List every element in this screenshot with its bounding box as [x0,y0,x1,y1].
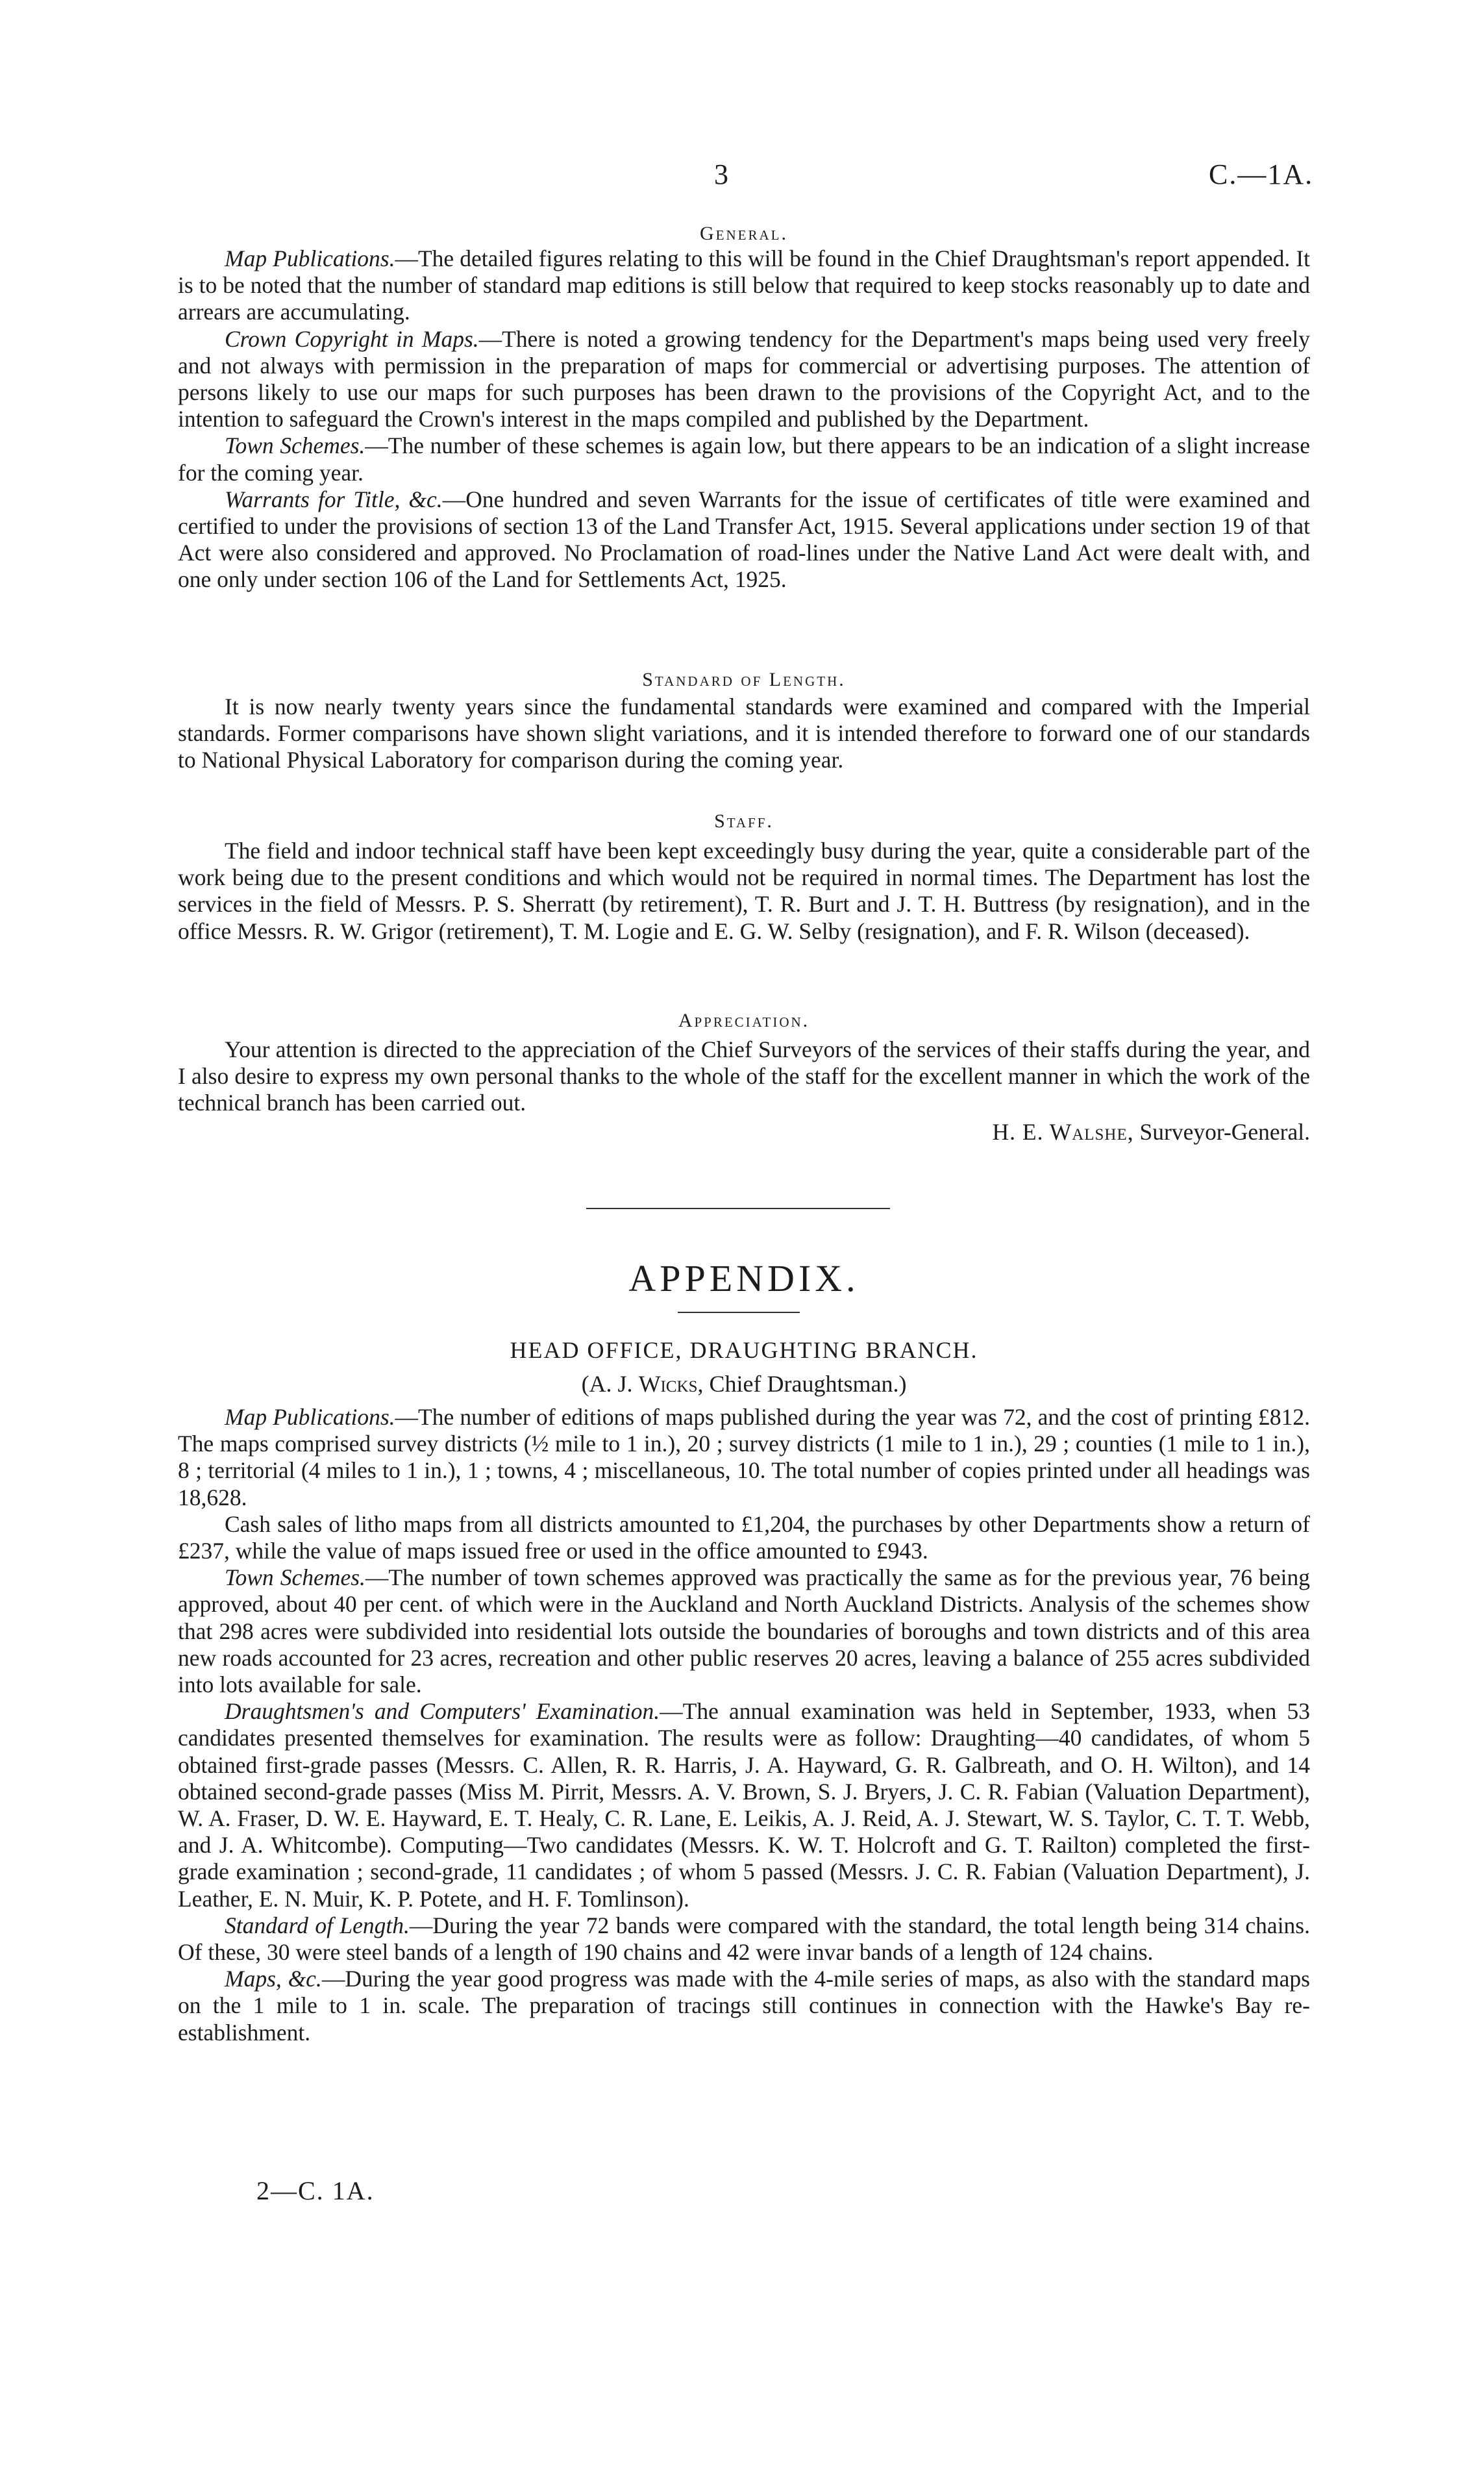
paragraph [178,486,1310,594]
paragraph-lead: Standard of Length. [225,1912,410,1938]
paragraph-text: —There is noted a growing tendency for the Department's maps being used very freely and not always with permission in the preparation of maps for commercial or advertising purposes. The attention of persons likely to use our maps for such purposes has been drawn to the provisions of the Copyright Act, and to the intention to safeguard the Crown's interest in the maps compiled and published by the Department. [178,325,1310,432]
paragraph-text: —One hundred and seven Warrants for the issue of certificates of title were examined and certified to under the provisions of section 13 of the Land Transfer Act, 1915. Several applications under section 19 of that Act were also considered and approved. No Proclamation of road-lines under the Native Land Act were dealt with, and one only under section 106 of the Land for Settlements Act, 1925. [178,486,1310,593]
paragraph [178,1698,1310,1912]
appreciation-section [178,1036,1310,1117]
paragraph-lead: Crown Copyright in Maps. [225,325,479,352]
paragraph [178,432,1310,486]
signature-name: H. E. Walshe, [992,1119,1134,1145]
paragraph-text: mile to 1 in.), 20 ; survey districts (1 mile to 1 in.), 29 ; counties (1 mile to 1 in.), 8 ; territorial (4 miles to 1 in.), 1 ; towns, 4 ; miscellaneous, 10. The total number of copies printed under all headings was 18,628. [178,1431,1310,1510]
appendix-title: APPENDIX. [628,1257,859,1299]
paragraph [178,326,1310,433]
paragraph-lead: Draughtsmen's and Computers' Examination. [225,1698,660,1725]
office-subheading [178,1370,1310,1397]
paragraph: Cash sales of litho maps from all districts amounted to £1,204, the purchases by other Departments show a return of £237, while the value of maps issued free or used in the office amounted to £943. [178,1510,1310,1564]
paragraph [178,1564,1310,1698]
paragraph: It is now nearly twenty years since the fundamental standards were examined and compared with the Imperial standards. Former comparisons have shown slight variations, and it is intended therefore to forward one of our standards to National Physical Laboratory for comparison during the coming year. [178,694,1310,773]
paragraph-text: —During the year good progress was made with the 4-mile series of maps, as also with the standard maps on the 1 mile to 1 in. scale. The preparation of tracings still continues in connection with the Hawke's Bay re-establishment. [178,1966,1310,2046]
paragraph [178,1404,1310,1511]
title-underline [678,1312,800,1313]
section-heading-general: General. [700,223,788,244]
staff-section [178,838,1310,945]
document-reference: C.—1A. [1209,158,1314,190]
fraction: ½ [531,1431,549,1457]
standard-of-length-section [178,694,1310,774]
paragraph-lead: Town Schemes. [225,432,365,459]
paragraph [178,245,1310,326]
paragraph-lead: Town Schemes. [225,1564,365,1591]
section-heading-staff: Staff. [714,810,774,832]
paragraph-lead: Maps, &c. [225,1966,322,1992]
office-sub-open: (A. J. [581,1371,639,1397]
page-number: 3 [714,158,728,190]
appendix-body [178,1404,1310,2046]
paragraph-lead: Map Publications. [225,245,395,271]
signature-title: Surveyor-General. [1139,1119,1310,1145]
section-heading-standard-of-length: Standard of Length. [642,669,846,690]
section-heading-appreciation: Appreciation. [678,1010,810,1031]
paragraph-text: —The number of town schemes approved was practically the same as for the previous year, 76 being approved, about 40 per cent. of which were in the Auckland and North Auckland Districts. Analysis of the schemes show that 298 acres were subdivided into residential lots outside the boundaries of boroughs and town districts and of this area new roads accounted for 23 acres, recreation and other public reserves 20 acres, leaving a balance of 255 acres subdivided into lots available for sale. [178,1564,1310,1698]
office-heading: HEAD OFFICE, DRAUGHTING BRANCH. [510,1337,978,1363]
paragraph-text: —The annual examination was held in September, 1933, when 53 candidates presented themselves for examination. The results were as follow: Draughting—40 candidates, of whom 5 obtained first-grade passes (Messrs. C. Allen, R. R. Harris, J. A. Hayward, G. R. Galbreath, and O. H. Wilton), and 14 obtained second-grade passes (Miss M. Pirrit, Messrs. A. V. Brown, S. J. Bryers, J. C. R. Fabian (Valuation Department), W. A. Fraser, D. W. E. Hayward, E. T. Healy, C. R. Lane, E. Leikis, A. J. Reid, A. J. Stewart, W. S. Taylor, C. T. T. Webb, and J. A. Whitcombe). Computing—Two candidates (Messrs. K. W. T. Holcroft and G. T. Railton) completed the first-grade examination ; second-grade, 11 candidates ; of whom 5 passed (Messrs. J. C. R. Fabian (Valuation Department), J. Leather, E. N. Muir, K. P. Potete, and H. F. Tomlinson). [178,1698,1310,1912]
paragraph-lead: Warrants for Title, &c. [225,486,443,512]
signature-reference: 2—C. 1A. [256,2176,375,2205]
paragraph-text: —The number of these schemes is again low, but there appears to be an indication of a slight increase for the coming year. [178,432,1310,486]
paragraph [178,1912,1310,1966]
general-section [178,245,1310,594]
paragraph: Your attention is directed to the appreciation of the Chief Surveyors of the services of their staffs during the year, and I also desire to express my own personal thanks to the whole of the staff for the excellent manner in which the work of the technical branch has been carried out. [178,1036,1310,1116]
office-sub-close: , Chief Draughtsman.) [697,1371,907,1397]
paragraph-text: —The number of editions of maps published during the year was 72, and the cost of printing £812. The maps comprised survey districts ( [178,1404,1310,1457]
paragraph-text: —The detailed figures relating to this will be found in the Chief Draughtsman's report appended. It is to be noted that the number of standard map editions is still below that required to keep stocks reasonably up to date and arrears are accumulating. [178,245,1310,325]
paragraph: The field and indoor technical staff have been kept exceedingly busy during the year, quite a considerable part of the work being due to the present conditions and which would not be required in normal times. The Department has lost the services in the field of Messrs. P. S. Sherratt (by retirement), T. R. Burt and J. T. H. Buttress (by resignation), and in the office Messrs. R. W. Grigor (retirement), T. M. Logie and E. G. W. Selby (resignation), and F. R. Wilson (deceased). [178,838,1310,944]
section-divider [586,1208,890,1209]
paragraph-lead: Map Publications. [225,1404,395,1430]
paragraph [178,1966,1310,2046]
signature [178,1119,1310,1146]
paragraph-text: —During the year 72 bands were compared with the standard, the total length being 314 chains. Of these, 30 were steel bands of a length of 190 chains and 42 were invar bands of a length of 124 chains. [178,1912,1310,1966]
chief-draughtsman-name: Wicks [638,1371,698,1397]
